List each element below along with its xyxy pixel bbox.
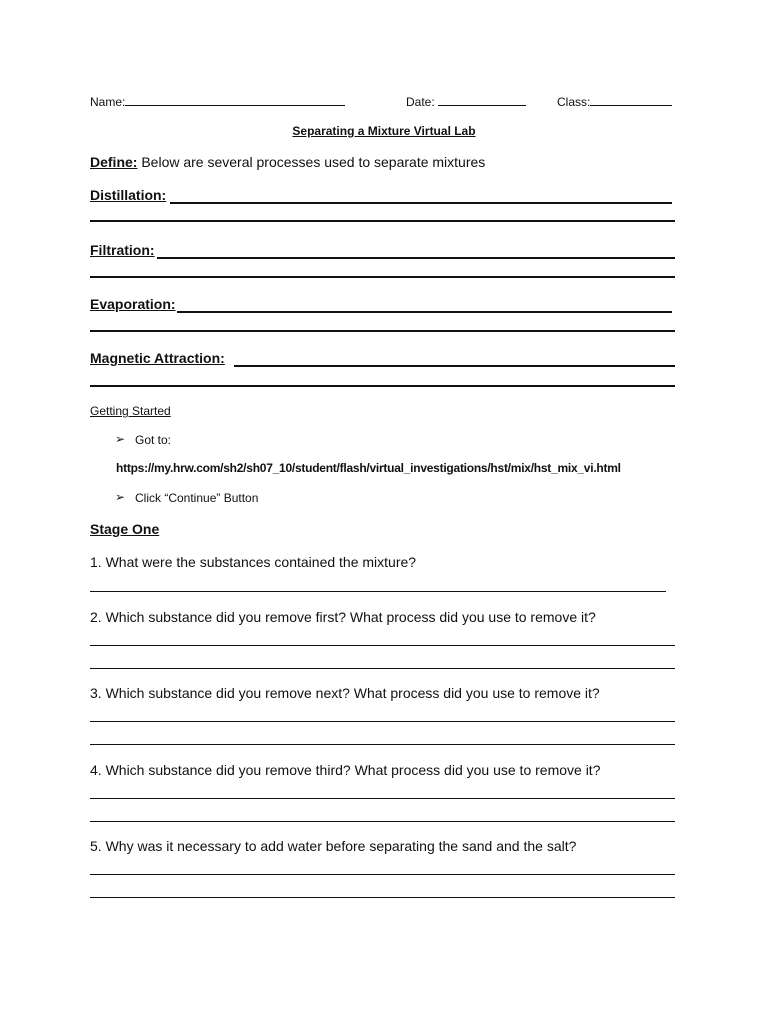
question-3: 3. Which substance did you remove next? What process did you use to remove it? — [90, 685, 600, 701]
lab-url-link[interactable]: https://my.hrw.com/sh2/sh07_10/student/flash/virtual_investigations/hst/mix/hst_mix_vi.html — [116, 461, 621, 475]
term-magnetic-attraction: Magnetic Attraction: — [90, 350, 225, 366]
arrow-bullet-icon: ➢ — [115, 490, 126, 504]
question-5: 5. Why was it necessary to add water before separating the sand and the salt? — [90, 838, 577, 854]
question-2: 2. Which substance did you remove first? What process did you use to remove it? — [90, 609, 596, 625]
answer-line[interactable] — [90, 874, 675, 875]
question-4: 4. Which substance did you remove third? What process did you use to remove it? — [90, 762, 601, 778]
answer-line[interactable] — [90, 591, 666, 592]
term-distillation: Distillation: — [90, 187, 167, 203]
term-filtration: Filtration: — [90, 242, 155, 258]
define-instruction — [90, 154, 485, 170]
term-evaporation: Evaporation: — [90, 296, 176, 312]
answer-line[interactable] — [90, 645, 675, 646]
arrow-bullet-icon: ➢ — [115, 432, 126, 446]
answer-line[interactable] — [90, 897, 675, 898]
answer-line[interactable] — [90, 385, 675, 387]
answer-line[interactable] — [234, 365, 675, 367]
define-text: Below are several processes used to separate mixtures — [137, 154, 486, 170]
name-field[interactable] — [90, 94, 345, 109]
date-blank[interactable] — [438, 94, 526, 106]
date-field[interactable] — [406, 94, 526, 109]
answer-line[interactable] — [157, 257, 675, 259]
answer-line[interactable] — [90, 744, 675, 745]
answer-line[interactable] — [90, 220, 675, 222]
answer-line[interactable] — [90, 721, 675, 722]
answer-line[interactable] — [90, 276, 675, 278]
answer-line[interactable] — [177, 311, 672, 313]
goto-label: Got to: — [135, 433, 172, 447]
answer-line[interactable] — [170, 202, 672, 204]
date-label: Date: — [406, 95, 435, 109]
class-blank[interactable] — [590, 94, 672, 106]
class-label: Class: — [557, 95, 591, 109]
click-continue-instruction: Click “Continue” Button — [135, 491, 259, 505]
name-blank[interactable] — [125, 94, 345, 106]
define-label: Define: — [90, 154, 138, 170]
getting-started-heading: Getting Started — [90, 404, 171, 418]
answer-line[interactable] — [90, 798, 675, 799]
answer-line[interactable] — [90, 668, 675, 669]
name-label: Name: — [90, 95, 126, 109]
answer-line[interactable] — [90, 330, 675, 332]
stage-one-heading: Stage One — [90, 521, 160, 537]
answer-line[interactable] — [90, 821, 675, 822]
page-title: Separating a Mixture Virtual Lab — [292, 124, 476, 138]
class-field[interactable] — [557, 94, 672, 109]
question-1: 1. What were the substances contained the mixture? — [90, 554, 417, 570]
